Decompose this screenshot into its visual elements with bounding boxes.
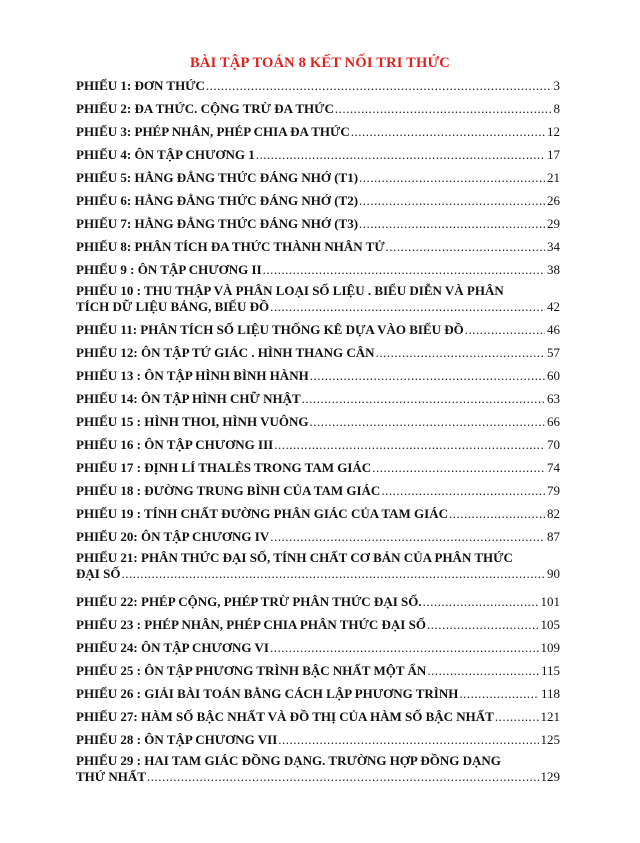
toc-page-number: 70: [547, 437, 560, 452]
toc-leader-dots: [372, 460, 545, 476]
toc-entry[interactable]: [76, 414, 560, 430]
toc-page-number: 42: [547, 299, 560, 314]
toc-page-number: 29: [547, 216, 560, 231]
toc-entry-label: PHIẾU 13 : ÔN TẬP HÌNH BÌNH HÀNH: [76, 368, 309, 383]
toc-page-number: 63: [547, 391, 560, 406]
toc-leader-dots: [427, 617, 539, 633]
toc-leader-dots: [423, 594, 539, 610]
toc-entry-label: PHIẾU 1: ĐƠN THỨC: [76, 78, 205, 93]
toc-leader-dots: [274, 437, 545, 453]
toc-entry[interactable]: [76, 686, 560, 702]
toc-page-number: 109: [540, 640, 560, 655]
toc-entry[interactable]: [76, 594, 560, 610]
toc-entry[interactable]: [76, 550, 560, 582]
toc-entry-label: PHIẾU 7: HẰNG ĐẲNG THỨC ĐÁNG NHỚ (T3): [76, 216, 359, 231]
toc-leader-dots: [386, 239, 545, 255]
toc-entry[interactable]: [76, 283, 560, 315]
toc-page-number: 101: [540, 594, 560, 609]
toc-page-number: 79: [547, 483, 560, 498]
toc-entry-label: PHIẾU 17 : ĐỊNH LÍ THALÈS TRONG TAM GIÁC: [76, 460, 372, 475]
toc-entry-label: PHIẾU 3: PHÉP NHÂN, PHÉP CHIA ĐA THỨC: [76, 124, 350, 139]
toc-page-number: 105: [540, 617, 560, 632]
toc-entry-label: PHIẾU 4: ÔN TẬP CHƯƠNG 1: [76, 147, 255, 162]
toc-entry-label: PHIẾU 23 : PHÉP NHÂN, PHÉP CHIA PHÂN THỨC ĐẠI SỐ: [76, 617, 426, 632]
toc-leader-dots: [270, 529, 545, 545]
toc-entry-label-line1: PHIẾU 10 : THU THẬP VÀ PHÂN LOẠI SỐ LIỆU . BIỂU DIỄN VÀ PHÂN: [76, 283, 504, 298]
toc-entry[interactable]: [76, 483, 560, 499]
toc-entry-label: PHIẾU 14: ÔN TẬP HÌNH CHỮ NHẬT: [76, 391, 301, 406]
toc-leader-dots: [381, 483, 545, 499]
toc-entry-label: PHIẾU 5: HẰNG ĐẲNG THỨC ĐÁNG NHỚ (T1): [76, 170, 359, 185]
toc-entry[interactable]: [76, 391, 560, 407]
toc-leader-dots: [359, 193, 545, 209]
toc-page-number: 17: [547, 147, 560, 162]
toc-leader-dots: [309, 414, 545, 430]
toc-entry-label: PHIẾU 26 : GIẢI BÀI TOÁN BẰNG CÁCH LẬP PHƯƠNG TRÌNH: [76, 686, 459, 701]
toc-page-number: 34: [547, 239, 560, 254]
toc-leader-dots: [310, 368, 545, 384]
toc-leader-dots: [121, 566, 545, 582]
toc-leader-dots: [359, 170, 545, 186]
toc-entry[interactable]: [76, 460, 560, 476]
toc-page-number: 125: [540, 732, 560, 747]
toc-entry-label: TÍCH DỮ LIỆU BẢNG, BIỂU ĐỒ: [76, 299, 270, 314]
toc-leader-dots: [206, 78, 552, 94]
toc-entry-label: PHIẾU 15 : HÌNH THOI, HÌNH VUÔNG: [76, 414, 309, 429]
toc-entry-label-line1: PHIẾU 21: PHÂN THỨC ĐẠI SỐ, TÍNH CHẤT CƠ BẢN CỦA PHÂN THỨC: [76, 550, 513, 565]
toc-entry[interactable]: [76, 193, 560, 209]
toc-page-number: 121: [540, 709, 560, 724]
toc-leader-dots: [256, 147, 545, 163]
toc-page-number: 74: [547, 460, 560, 475]
toc-page-number: 129: [540, 769, 560, 784]
toc-entry[interactable]: [76, 709, 560, 725]
toc-entry-label: PHIẾU 12: ÔN TẬP TỨ GIÁC . HÌNH THANG CÂN: [76, 345, 375, 360]
toc-leader-dots: [351, 124, 545, 140]
toc-entry[interactable]: [76, 368, 560, 384]
toc-entry-label: PHIẾU 22: PHÉP CỘNG, PHÉP TRỪ PHÂN THỨC ĐẠI SỐ.: [76, 594, 422, 609]
toc-page-number: 3: [553, 78, 560, 93]
toc-entry-label: PHIẾU 11: PHÂN TÍCH SỐ LIỆU THỐNG KÊ DỰA VÀO BIỂU ĐỒ: [76, 322, 464, 337]
toc-leader-dots: [302, 391, 545, 407]
toc-entry[interactable]: [76, 147, 560, 163]
toc-entry-label: PHIẾU 20: ÔN TẬP CHƯƠNG IV: [76, 529, 270, 544]
toc-entry[interactable]: [76, 640, 560, 656]
toc-entry-label: PHIẾU 28 : ÔN TẬP CHƯƠNG VII: [76, 732, 278, 747]
toc-page-number: 57: [547, 345, 560, 360]
toc-leader-dots: [376, 345, 545, 361]
toc-page-number: 26: [547, 193, 560, 208]
toc-entry-label: PHIẾU 18 : ĐƯỜNG TRUNG BÌNH CỦA TAM GIÁC: [76, 483, 381, 498]
toc-page-number: 115: [540, 663, 560, 678]
toc-page-number: 87: [547, 529, 560, 544]
toc-entry[interactable]: [76, 529, 560, 545]
toc-entry-label: PHIẾU 6: HẰNG ĐẲNG THỨC ĐÁNG NHỚ (T2): [76, 193, 359, 208]
toc-entry[interactable]: [76, 124, 560, 140]
toc-entry[interactable]: [76, 101, 560, 117]
toc-leader-dots: [270, 299, 545, 315]
toc-leader-dots: [465, 322, 545, 338]
toc-entry-label: THỨ NHẤT: [76, 769, 146, 784]
toc-page-number: 82: [547, 506, 560, 521]
toc-entry-label: ĐẠI SỐ: [76, 566, 121, 581]
toc-entry-label: PHIẾU 25 : ÔN TẬP PHƯƠNG TRÌNH BẬC NHẤT MỘT ẨN: [76, 663, 427, 678]
toc-leader-dots: [270, 640, 539, 656]
toc-leader-dots: [495, 709, 539, 725]
toc-entry-label: PHIẾU 19 : TÍNH CHẤT ĐƯỜNG PHÂN GIÁC CỦA TAM GIÁC: [76, 506, 448, 521]
toc-entry[interactable]: [76, 437, 560, 453]
toc-leader-dots: [459, 686, 539, 702]
toc-leader-dots: [335, 101, 552, 117]
toc-leader-dots: [263, 262, 545, 278]
toc-entry[interactable]: [76, 322, 560, 338]
toc-page-number: 118: [540, 686, 560, 701]
toc-entry[interactable]: [76, 753, 560, 785]
toc-entry-label: PHIẾU 16 : ÔN TẬP CHƯƠNG III: [76, 437, 274, 452]
toc-page-number: 46: [547, 322, 560, 337]
toc-entry[interactable]: [76, 262, 560, 278]
toc-leader-dots: [278, 732, 538, 748]
toc-entry[interactable]: [76, 732, 560, 748]
document-title: BÀI TẬP TOÁN 8 KẾT NỐI TRI THỨC: [190, 55, 450, 71]
toc-entry-label: PHIẾU 9 : ÔN TẬP CHƯƠNG II: [76, 262, 262, 277]
toc-entry[interactable]: [76, 216, 560, 232]
toc-leader-dots: [147, 769, 539, 785]
toc-page-number: 38: [547, 262, 560, 277]
toc-entry-label: PHIẾU 27: HÀM SỐ BẬC NHẤT VÀ ĐỒ THỊ CỦA HÀM SỐ BẬC NHẤT: [76, 709, 494, 724]
toc-entry[interactable]: [76, 78, 560, 94]
toc-page-number: 12: [547, 124, 560, 139]
toc-entry[interactable]: [76, 170, 560, 186]
toc-page-number: 8: [553, 101, 560, 116]
toc-entry-label: PHIẾU 24: ÔN TẬP CHƯƠNG VI: [76, 640, 269, 655]
toc-entry[interactable]: [76, 617, 560, 633]
toc-entry-label: PHIẾU 8: PHÂN TÍCH ĐA THỨC THÀNH NHÂN TỬ: [76, 239, 385, 254]
toc-page-number: 21: [547, 170, 560, 185]
toc-leader-dots: [449, 506, 545, 522]
toc-entry-label: PHIẾU 2: ĐA THỨC. CỘNG TRỪ ĐA THỨC: [76, 101, 334, 116]
toc-entry[interactable]: [76, 239, 560, 255]
toc-leader-dots: [427, 663, 539, 679]
toc-entry[interactable]: [76, 345, 560, 361]
toc-leader-dots: [359, 216, 545, 232]
toc-page-number: 90: [547, 566, 560, 581]
toc-entry[interactable]: [76, 506, 560, 522]
toc-entry-label-line1: PHIẾU 29 : HAI TAM GIÁC ĐỒNG DẠNG. TRƯỜNG HỢP ĐỒNG DẠNG: [76, 753, 501, 768]
toc-page-number: 60: [547, 368, 560, 383]
toc-page-number: 66: [547, 414, 560, 429]
toc-entry[interactable]: [76, 663, 560, 679]
